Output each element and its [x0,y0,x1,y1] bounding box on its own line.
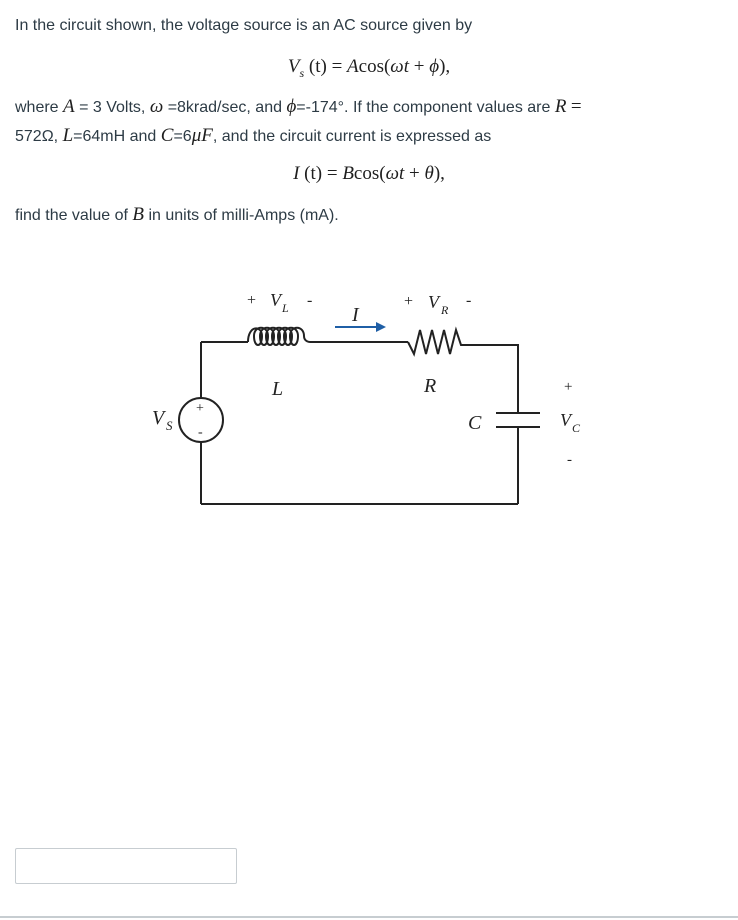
C-symbol: C [160,125,174,146]
eq2-lhs-var: I [293,163,300,184]
eq1-lhs-sub: s [299,65,305,80]
inductor-v-label: V [270,290,281,310]
R-symbol: R [554,96,567,117]
mu-symbol: μ [191,125,202,146]
source-plus: + [196,401,204,416]
answer-input[interactable] [15,848,237,884]
line4-rest: , and the circuit current is expressed as [212,128,492,145]
eq2-amp: B [342,163,354,184]
equation-current [0,163,738,185]
inductor-label: L [272,378,284,400]
resistor-label: R [424,375,437,397]
eq1-close: ), [439,56,451,77]
eq2-equals: = [326,163,338,184]
eq1-phase: ϕ [429,56,440,77]
capacitor-v-plus: + [564,379,573,395]
inductor-v-minus: - [307,292,313,309]
eq1-lhs-arg: (t) [308,56,327,77]
source-label: V [152,407,165,429]
phi-symbol: ϕ [286,96,297,117]
capacitor-v-minus: - [567,452,572,468]
C-equals: =6 [173,128,192,145]
wire-top-right [465,345,518,413]
farad-symbol: F [201,125,213,146]
question-line-4 [15,124,491,149]
eq2-plus: + [409,163,420,184]
eq1-amp: A [347,56,359,77]
bottom-divider [0,916,738,918]
A-symbol: A [63,96,75,117]
eq2-omega-t: ωt [385,163,405,184]
eq1-func: cos( [358,56,391,77]
eq1-equals: = [331,56,343,77]
capacitor-label: C [468,412,482,434]
current-label: I [352,304,359,326]
find-post: in units of milli-Amps (mA). [148,207,339,224]
equation-source [0,56,738,81]
where-text: where [15,99,59,116]
resistor-zigzag [408,330,465,354]
current-arrow [335,322,386,332]
question-intro: In the circuit shown, the voltage source is an AC source given by [15,17,473,34]
question-line-3 [15,95,582,120]
A-value: = 3 Volts, [79,99,146,116]
inductor-coil [248,328,310,345]
eq2-close: ), [433,163,445,184]
source-minus: - [198,425,203,440]
L-value: =64mH and [73,128,157,145]
resistor-v-minus: - [466,292,472,309]
R-equals: = [570,96,582,117]
inductor-v-plus: + [247,292,257,309]
eq1-plus: + [413,56,425,77]
phi-value: =-174°. If the component values are [296,99,551,116]
resistor-v-sub: R [441,303,449,317]
capacitor-v-label: V [560,410,571,430]
resistor-v-plus: + [404,293,414,310]
eq1-omega-t: ωt [390,56,409,77]
omega-value: =8krad/sec, and [167,99,282,116]
L-symbol: L [62,125,74,146]
B-symbol: B [132,204,145,225]
omega-symbol: ω [149,96,164,117]
eq2-lhs-arg: (t) [304,163,323,184]
source-label-sub: S [166,418,173,433]
eq1-lhs-var: V [287,56,300,77]
capacitor-v-sub: C [572,421,581,435]
R-value: 572Ω, [15,128,59,145]
question-find [15,203,339,228]
inductor-v-sub: L [282,301,289,315]
circuit-diagram [0,270,738,570]
find-pre: find the value of [15,207,128,224]
resistor-v-label: V [428,292,439,312]
eq2-phase: θ [424,163,434,184]
eq2-func: cos( [353,163,386,184]
